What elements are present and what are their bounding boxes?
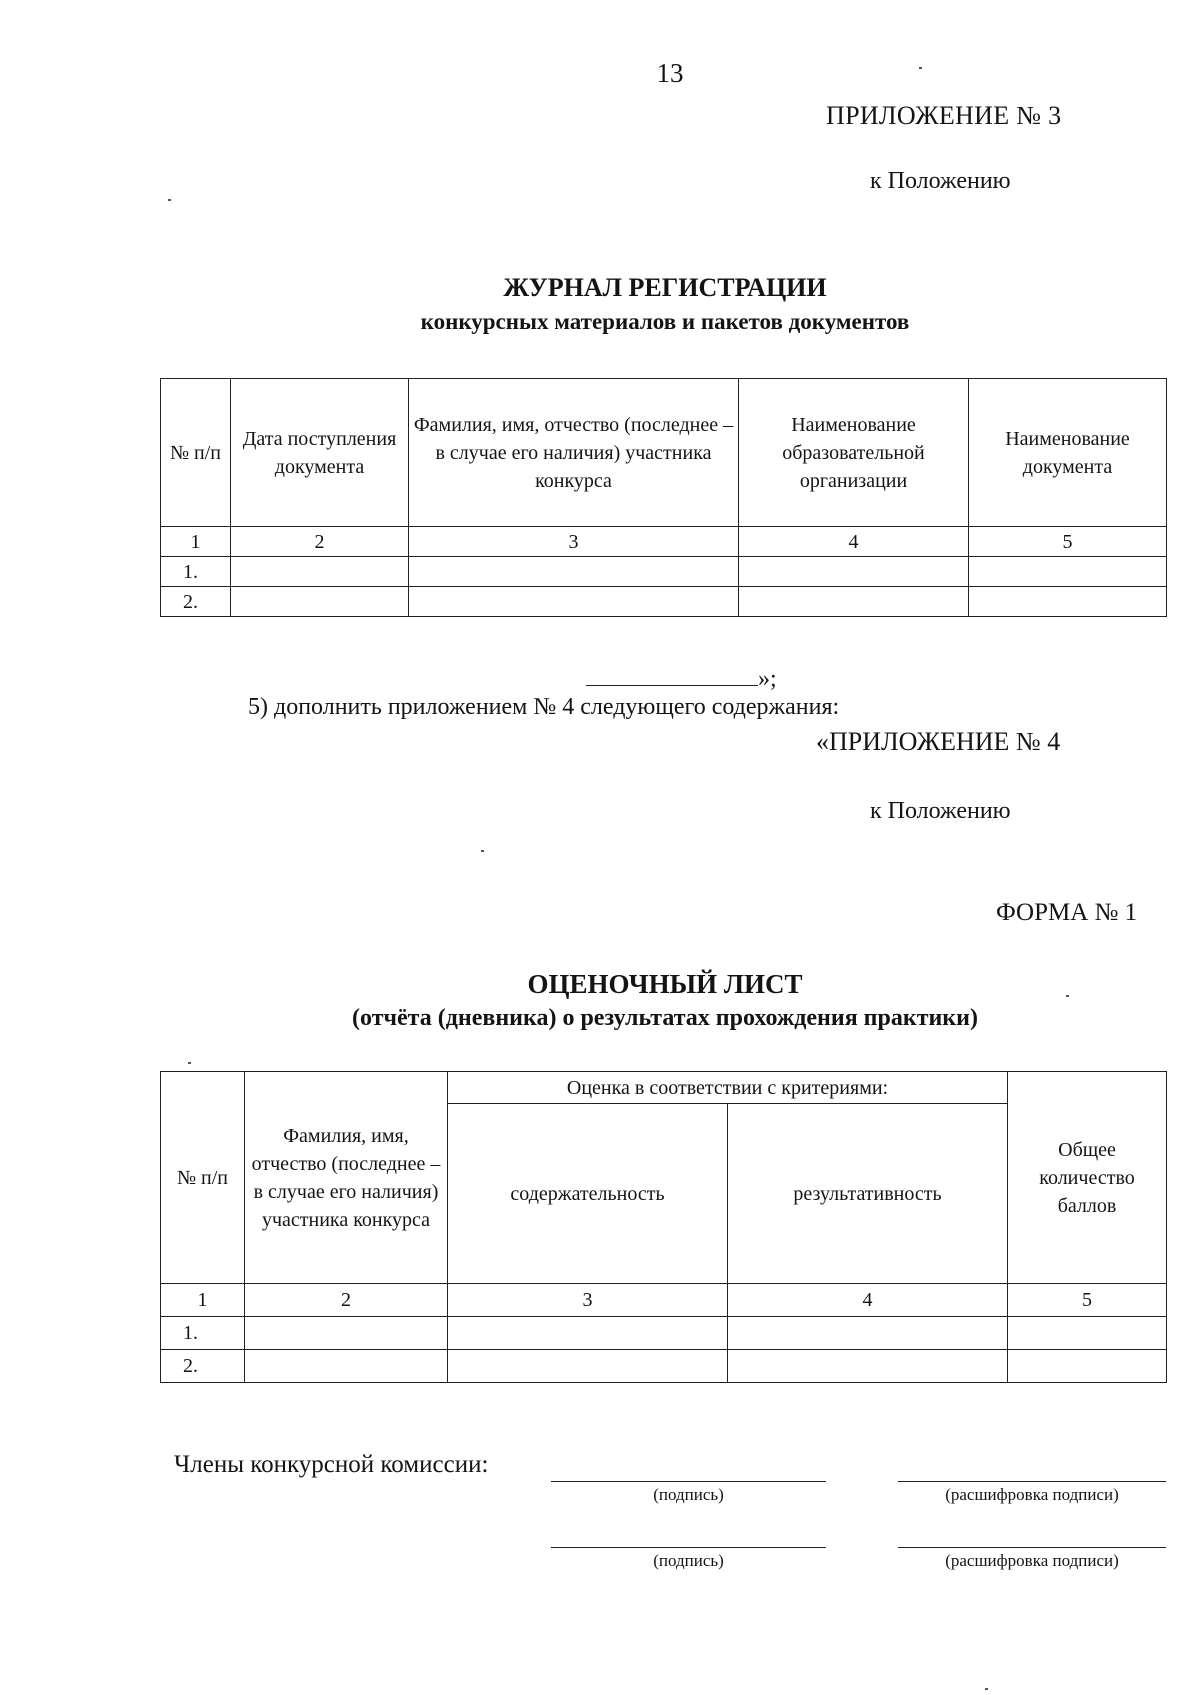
table-cell [739,587,969,617]
scan-speck [168,199,171,201]
column-number-cell: 1 [161,527,231,557]
header-date: Дата поступления документа [231,379,409,527]
scan-speck [481,850,484,852]
row-number: 2. [161,587,231,617]
closing-quote [586,663,777,693]
column-number-cell: 5 [969,527,1167,557]
column-number-cell: 4 [739,527,969,557]
column-number-cell: 2 [245,1284,448,1317]
journal-subheading: конкурсных материалов и пакетов документов [420,309,910,334]
table-cell [448,1317,728,1350]
decoding-line-1 [898,1481,1166,1482]
appendix-4-title: «ПРИЛОЖЕНИЕ № 4 [816,727,1061,756]
table-cell [969,557,1167,587]
blank-line [586,663,758,686]
appendix-3-subtitle: к Положению [870,168,1011,194]
commission-members-label: Члены конкурсной комиссии: [174,1451,489,1478]
table-row [161,1317,1167,1350]
page-number: 13 [656,58,684,88]
evaluation-sheet-subheading: (отчёта (дневника) о результатах прохождения практики) [352,1005,978,1031]
table-row [161,557,1167,587]
column-number-cell: 1 [161,1284,245,1317]
row-number: 2. [161,1350,245,1383]
signature-caption-1: (подпись) [653,1485,724,1504]
table-cell [1008,1317,1167,1350]
table-cell [231,587,409,617]
scan-speck [985,1688,988,1690]
table-cell [245,1350,448,1383]
amendment-instruction: 5) дополнить приложением № 4 следующего содержания: [248,694,840,720]
column-number-cell: 3 [448,1284,728,1317]
scan-speck [188,1062,191,1064]
header-criteria: Оценка в соответствии с критериями: [448,1072,1008,1104]
scan-speck [919,67,922,69]
table-cell [1008,1350,1167,1383]
table-cell [728,1317,1008,1350]
column-number-cell: 2 [231,527,409,557]
header-organization: Наименование образовательной организации [739,379,969,527]
header-participant-name: Фамилия, имя, отчество (последнее – в случае его наличия) участника конкурса [409,379,739,527]
table-row [161,1350,1167,1383]
appendix-3-title: ПРИЛОЖЕНИЕ № 3 [826,101,1062,130]
header-participant-name: Фамилия, имя, отчество (последнее – в случае его наличия) участника конкурса [245,1072,448,1284]
header-total-score: Общее количество баллов [1008,1072,1167,1284]
decoding-caption-1: (расшифровка подписи) [945,1485,1119,1504]
appendix-4-subtitle: к Положению [870,798,1011,824]
header-document-name: Наименование документа [969,379,1167,527]
decoding-caption-2: (расшифровка подписи) [945,1551,1119,1570]
registration-journal-table [160,378,1167,617]
column-number-cell: 4 [728,1284,1008,1317]
header-number: № п/п [161,379,231,527]
column-number-cell: 3 [409,527,739,557]
row-number: 1. [161,557,231,587]
column-number-cell: 5 [1008,1284,1167,1317]
signature-line-2 [551,1547,826,1548]
evaluation-sheet-heading: ОЦЕНОЧНЫЙ ЛИСТ [527,969,803,999]
table-cell [231,557,409,587]
header-number: № п/п [161,1072,245,1284]
table-cell [448,1350,728,1383]
table-cell [409,557,739,587]
table-cell [409,587,739,617]
table-cell [245,1317,448,1350]
scan-speck [1066,995,1069,997]
decoding-line-2 [898,1547,1166,1548]
table-cell [969,587,1167,617]
signature-caption-2: (подпись) [653,1551,724,1570]
header-criterion-result: результативность [728,1104,1008,1284]
closing-quote-text: »; [758,666,777,692]
table-cell [728,1350,1008,1383]
header-criterion-content: содержательность [448,1104,728,1284]
journal-heading: ЖУРНАЛ РЕГИСТРАЦИИ [503,273,827,302]
table-cell [739,557,969,587]
table-row [161,587,1167,617]
row-number: 1. [161,1317,245,1350]
evaluation-table [160,1071,1167,1383]
form-number: ФОРМА № 1 [996,899,1138,926]
signature-line-1 [551,1481,826,1482]
